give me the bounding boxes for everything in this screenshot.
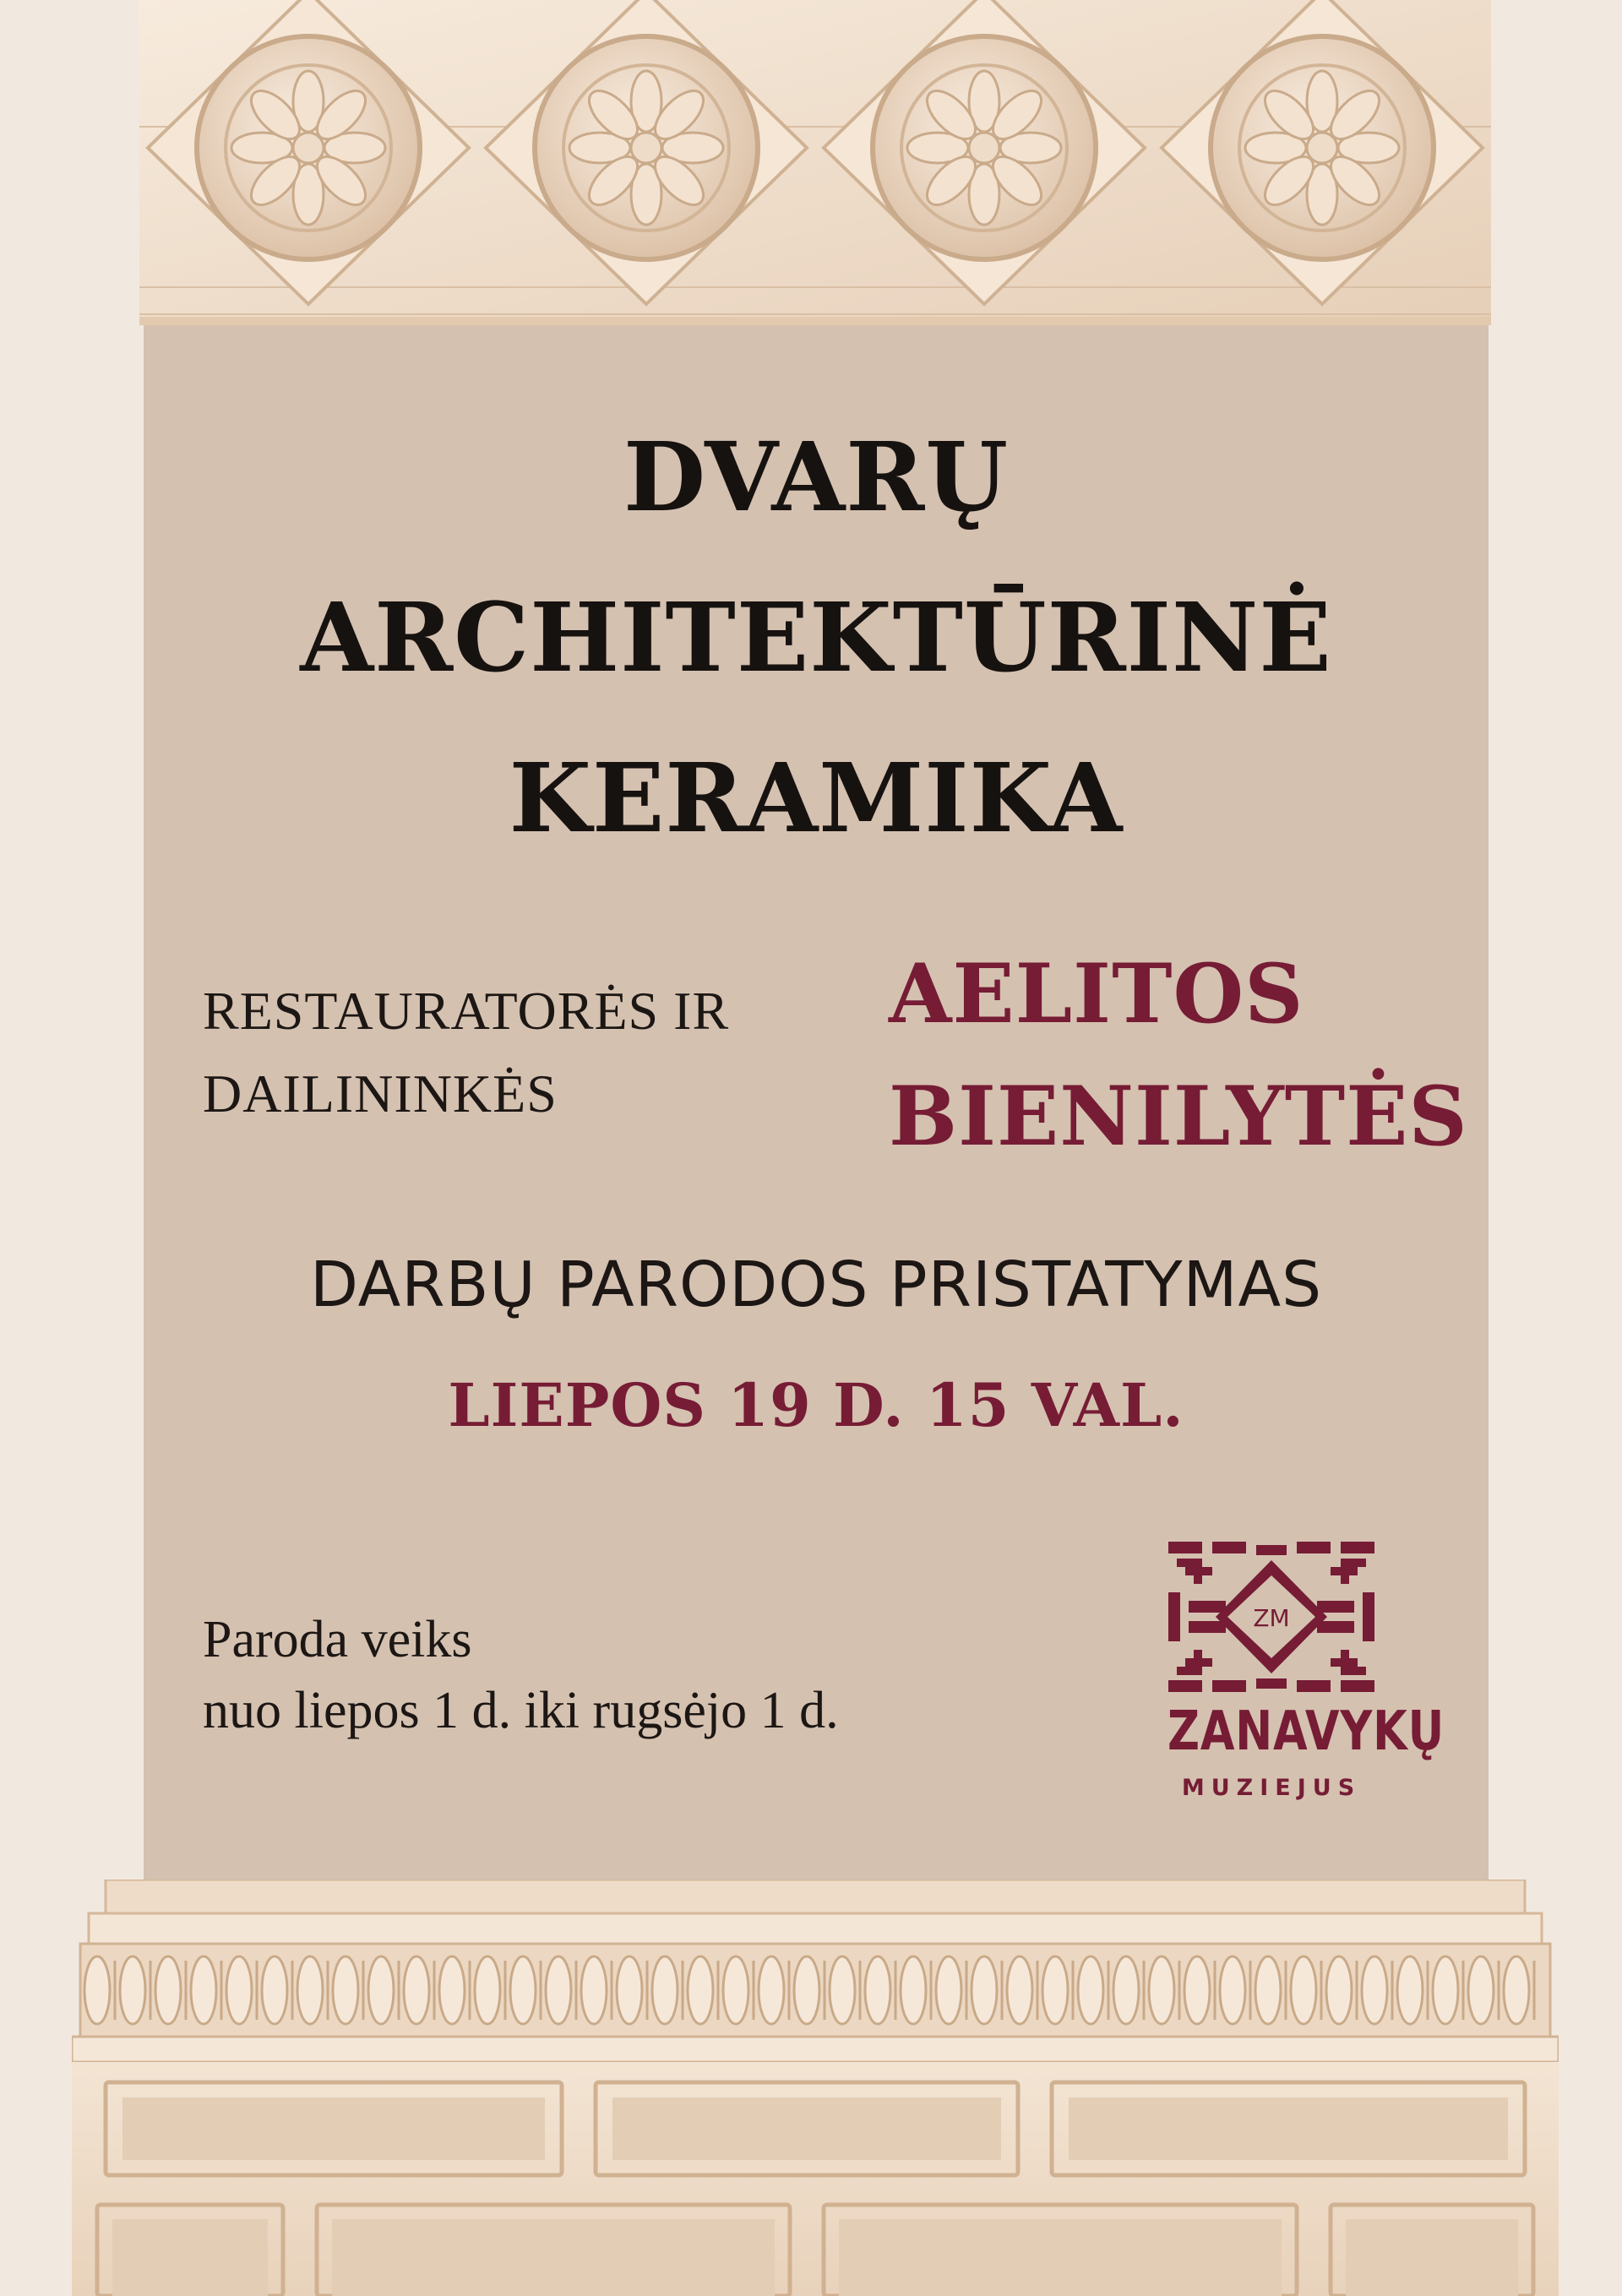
folk-ornament-icon	[1168, 1542, 1374, 1692]
ceramic-frieze-image	[139, 0, 1491, 325]
title-line-3: KERAMIKA	[509, 743, 1124, 854]
artist-name-line-1: AELITOS	[889, 946, 1304, 1042]
artist-name-line-2: BIENILYTĖS	[889, 1069, 1468, 1164]
subtitle-line-2: DAILININKĖS	[203, 1064, 558, 1124]
exhibition-info-line-1: Paroda veiks	[203, 1611, 472, 1668]
event-title: DARBŲ PARODOS PRISTATYMAS	[309, 1249, 1323, 1321]
logo-subtitle: MUZIEJUS	[1181, 1775, 1362, 1801]
logo-monogram: ZM	[1253, 1604, 1290, 1632]
subtitle-line-1: RESTAURATORĖS IR	[203, 981, 730, 1041]
title-line-2: ARCHITEKTŪRINĖ	[300, 583, 1332, 694]
event-date: LIEPOS 19 D. 15 VAL.	[448, 1370, 1184, 1440]
ceramic-stove-base-image	[72, 1880, 1559, 2296]
museum-logo	[1145, 1542, 1445, 1820]
logo-name: ZANAVYKŲ	[1168, 1700, 1445, 1763]
title-line-1: DVARŲ	[623, 422, 1009, 533]
exhibition-info-line-2: nuo liepos 1 d. iki rugsėjo 1 d.	[203, 1682, 839, 1739]
